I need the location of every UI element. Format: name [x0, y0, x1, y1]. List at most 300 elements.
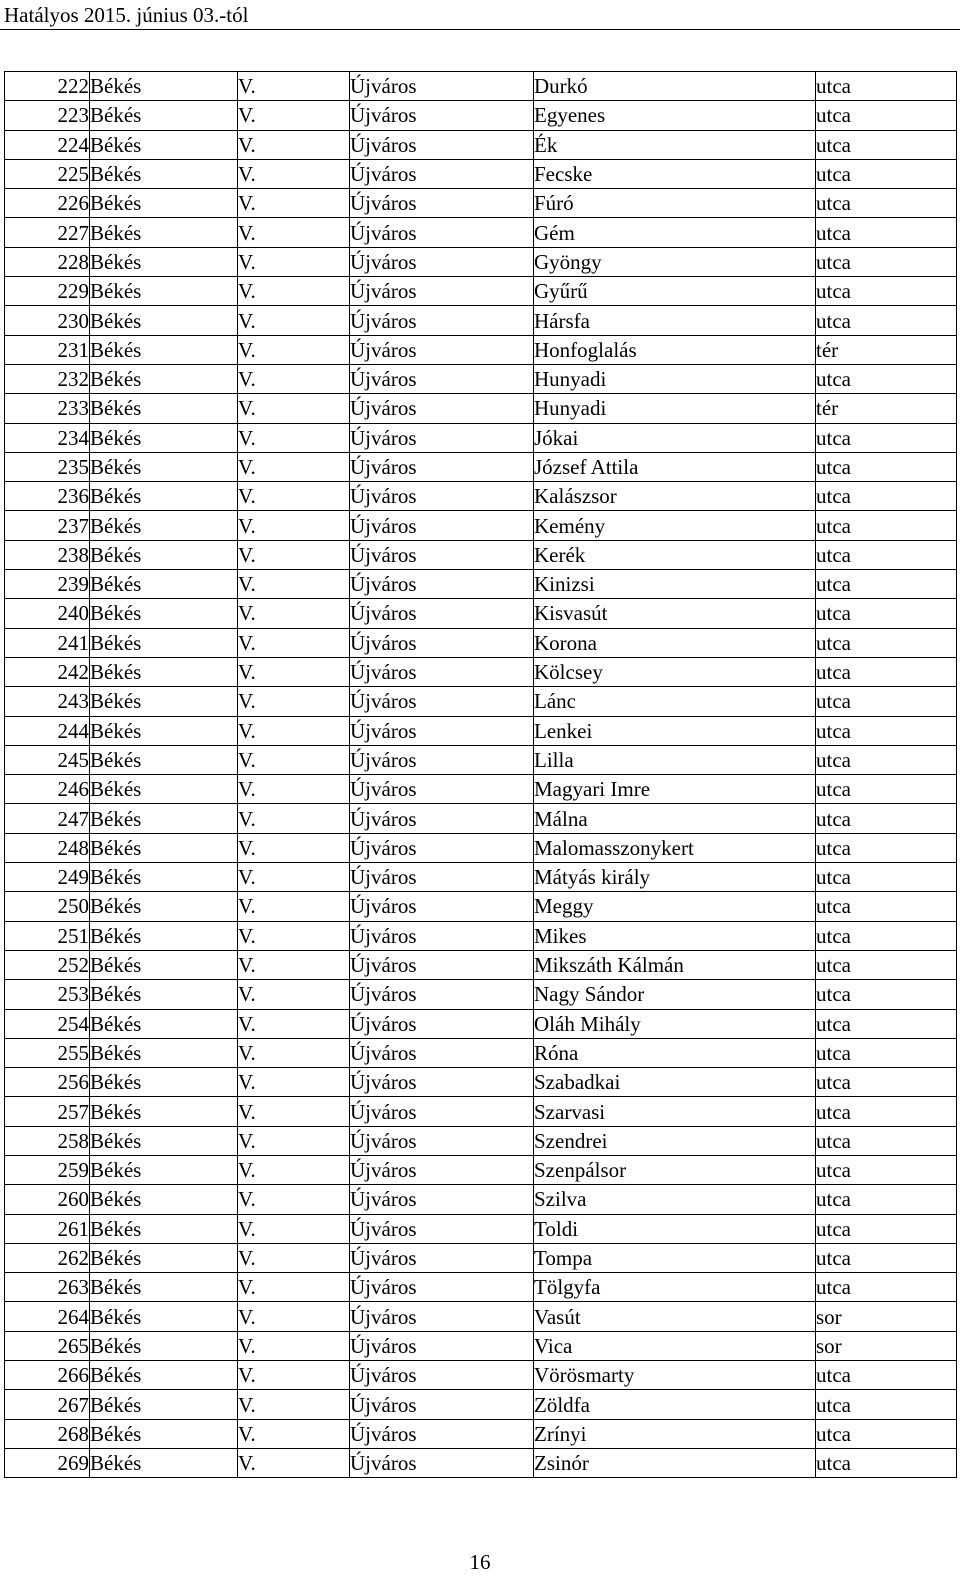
street-name-cell: Malomasszonykert [534, 833, 816, 862]
row-number: 253 [5, 980, 90, 1009]
row-number: 257 [5, 1097, 90, 1126]
table-row [5, 1361, 957, 1390]
city-cell: Békés [90, 657, 238, 686]
district-cell: V. [238, 277, 350, 306]
area-cell: Újváros [350, 1155, 534, 1184]
street-name-cell: Málna [534, 804, 816, 833]
street-name-cell: Lilla [534, 745, 816, 774]
district-cell: V. [238, 863, 350, 892]
area-cell: Újváros [350, 892, 534, 921]
city-cell: Békés [90, 1097, 238, 1126]
street-type-cell: utca [816, 1009, 957, 1038]
street-name-cell: Kerék [534, 540, 816, 569]
table-row [5, 687, 957, 716]
row-number: 224 [5, 130, 90, 159]
area-cell: Újváros [350, 1331, 534, 1360]
row-number: 234 [5, 423, 90, 452]
street-name-cell: Lenkei [534, 716, 816, 745]
area-cell: Újváros [350, 72, 534, 101]
district-cell: V. [238, 1419, 350, 1448]
street-type-cell: utca [816, 423, 957, 452]
street-type-cell: utca [816, 950, 957, 979]
row-number: 240 [5, 599, 90, 628]
district-cell: V. [238, 804, 350, 833]
street-name-cell: Fecske [534, 159, 816, 188]
street-name-cell: Korona [534, 628, 816, 657]
row-number: 262 [5, 1243, 90, 1272]
district-cell: V. [238, 394, 350, 423]
row-number: 256 [5, 1068, 90, 1097]
row-number: 241 [5, 628, 90, 657]
city-cell: Békés [90, 247, 238, 276]
area-cell: Újváros [350, 921, 534, 950]
street-name-cell: Zrínyi [534, 1419, 816, 1448]
city-cell: Békés [90, 1419, 238, 1448]
row-number: 251 [5, 921, 90, 950]
row-number: 229 [5, 277, 90, 306]
table-row [5, 72, 957, 101]
table-row [5, 570, 957, 599]
street-table [4, 71, 957, 1478]
district-cell: V. [238, 716, 350, 745]
row-number: 222 [5, 72, 90, 101]
city-cell: Békés [90, 1068, 238, 1097]
street-name-cell: Vasút [534, 1302, 816, 1331]
area-cell: Újváros [350, 540, 534, 569]
street-name-cell: József Attila [534, 452, 816, 481]
street-name-cell: Szenpálsor [534, 1155, 816, 1184]
city-cell: Békés [90, 218, 238, 247]
street-name-cell: Toldi [534, 1214, 816, 1243]
street-name-cell: Mikes [534, 921, 816, 950]
district-cell: V. [238, 1068, 350, 1097]
street-name-cell: Szabadkai [534, 1068, 816, 1097]
street-name-cell: Vörösmarty [534, 1361, 816, 1390]
city-cell: Békés [90, 1243, 238, 1272]
district-cell: V. [238, 130, 350, 159]
district-cell: V. [238, 423, 350, 452]
area-cell: Újváros [350, 1126, 534, 1155]
row-number: 238 [5, 540, 90, 569]
street-name-cell: Hunyadi [534, 364, 816, 393]
row-number: 260 [5, 1185, 90, 1214]
street-name-cell: Gém [534, 218, 816, 247]
street-type-cell: utca [816, 657, 957, 686]
row-number: 228 [5, 247, 90, 276]
street-type-cell: utca [816, 1126, 957, 1155]
table-row [5, 394, 957, 423]
table-row [5, 833, 957, 862]
street-name-cell: Lánc [534, 687, 816, 716]
page-title: Hatályos 2015. június 03.-tól [4, 3, 249, 27]
district-cell: V. [238, 1214, 350, 1243]
district-cell: V. [238, 570, 350, 599]
table-row [5, 452, 957, 481]
street-type-cell: utca [816, 1361, 957, 1390]
table-row [5, 892, 957, 921]
city-cell: Békés [90, 687, 238, 716]
table-row [5, 306, 957, 335]
street-type-cell: utca [816, 1419, 957, 1448]
table-row [5, 980, 957, 1009]
table-row [5, 423, 957, 452]
district-cell: V. [238, 540, 350, 569]
street-type-cell: utca [816, 1448, 957, 1477]
district-cell: V. [238, 657, 350, 686]
table-row [5, 1185, 957, 1214]
table-row [5, 1068, 957, 1097]
row-number: 232 [5, 364, 90, 393]
area-cell: Újváros [350, 1390, 534, 1419]
district-cell: V. [238, 482, 350, 511]
street-type-cell: utca [816, 1185, 957, 1214]
street-name-cell: Jókai [534, 423, 816, 452]
street-type-cell: utca [816, 1214, 957, 1243]
city-cell: Békés [90, 570, 238, 599]
street-type-cell: utca [816, 218, 957, 247]
row-number: 264 [5, 1302, 90, 1331]
area-cell: Újváros [350, 1038, 534, 1067]
area-cell: Újváros [350, 1243, 534, 1272]
table-row [5, 482, 957, 511]
street-name-cell: Mikszáth Kálmán [534, 950, 816, 979]
row-number: 227 [5, 218, 90, 247]
page-header [0, 0, 960, 34]
city-cell: Békés [90, 1361, 238, 1390]
table-row [5, 921, 957, 950]
city-cell: Békés [90, 1273, 238, 1302]
street-name-cell: Gyűrű [534, 277, 816, 306]
area-cell: Újváros [350, 950, 534, 979]
street-name-cell: Magyari Imre [534, 775, 816, 804]
table-row [5, 1038, 957, 1067]
area-cell: Újváros [350, 277, 534, 306]
area-cell: Újváros [350, 628, 534, 657]
street-name-cell: Meggy [534, 892, 816, 921]
city-cell: Békés [90, 452, 238, 481]
row-number: 233 [5, 394, 90, 423]
city-cell: Békés [90, 101, 238, 130]
street-type-cell: sor [816, 1302, 957, 1331]
street-name-cell: Tompa [534, 1243, 816, 1272]
row-number: 245 [5, 745, 90, 774]
area-cell: Újváros [350, 1361, 534, 1390]
table-row [5, 364, 957, 393]
city-cell: Békés [90, 599, 238, 628]
street-name-cell: Tölgyfa [534, 1273, 816, 1302]
city-cell: Békés [90, 1390, 238, 1419]
street-type-cell: utca [816, 628, 957, 657]
area-cell: Újváros [350, 101, 534, 130]
row-number: 239 [5, 570, 90, 599]
area-cell: Újváros [350, 1448, 534, 1477]
district-cell: V. [238, 745, 350, 774]
city-cell: Békés [90, 482, 238, 511]
row-number: 243 [5, 687, 90, 716]
city-cell: Békés [90, 775, 238, 804]
street-name-cell: Róna [534, 1038, 816, 1067]
city-cell: Békés [90, 833, 238, 862]
area-cell: Újváros [350, 394, 534, 423]
row-number: 263 [5, 1273, 90, 1302]
row-number: 254 [5, 1009, 90, 1038]
area-cell: Újváros [350, 159, 534, 188]
city-cell: Békés [90, 745, 238, 774]
street-type-cell: utca [816, 1390, 957, 1419]
street-name-cell: Nagy Sándor [534, 980, 816, 1009]
city-cell: Békés [90, 189, 238, 218]
district-cell: V. [238, 511, 350, 540]
area-cell: Újváros [350, 833, 534, 862]
street-name-cell: Kinizsi [534, 570, 816, 599]
street-type-cell: utca [816, 247, 957, 276]
street-type-cell: utca [816, 306, 957, 335]
street-type-cell: utca [816, 980, 957, 1009]
street-name-cell: Zsinór [534, 1448, 816, 1477]
street-type-cell: utca [816, 189, 957, 218]
city-cell: Békés [90, 950, 238, 979]
district-cell: V. [238, 1361, 350, 1390]
row-number: 265 [5, 1331, 90, 1360]
area-cell: Újváros [350, 364, 534, 393]
city-cell: Békés [90, 863, 238, 892]
table-row [5, 775, 957, 804]
row-number: 236 [5, 482, 90, 511]
street-type-cell: utca [816, 892, 957, 921]
row-number: 250 [5, 892, 90, 921]
area-cell: Újváros [350, 716, 534, 745]
area-cell: Újváros [350, 130, 534, 159]
area-cell: Újváros [350, 247, 534, 276]
city-cell: Békés [90, 1214, 238, 1243]
table-row [5, 1214, 957, 1243]
district-cell: V. [238, 247, 350, 276]
street-type-cell: utca [816, 159, 957, 188]
row-number: 267 [5, 1390, 90, 1419]
district-cell: V. [238, 950, 350, 979]
city-cell: Békés [90, 1009, 238, 1038]
district-cell: V. [238, 775, 350, 804]
city-cell: Békés [90, 72, 238, 101]
area-cell: Újváros [350, 189, 534, 218]
table-row [5, 1009, 957, 1038]
area-cell: Újváros [350, 1419, 534, 1448]
street-type-cell: utca [816, 1038, 957, 1067]
row-number: 223 [5, 101, 90, 130]
area-cell: Újváros [350, 599, 534, 628]
district-cell: V. [238, 833, 350, 862]
header-divider [0, 29, 960, 30]
street-type-cell: utca [816, 1243, 957, 1272]
area-cell: Újváros [350, 335, 534, 364]
street-type-cell: utca [816, 863, 957, 892]
area-cell: Újváros [350, 1302, 534, 1331]
street-name-cell: Hársfa [534, 306, 816, 335]
district-cell: V. [238, 1185, 350, 1214]
table-row [5, 1273, 957, 1302]
area-cell: Újváros [350, 218, 534, 247]
street-type-cell: utca [816, 130, 957, 159]
street-type-cell: utca [816, 540, 957, 569]
city-cell: Békés [90, 1038, 238, 1067]
city-cell: Békés [90, 130, 238, 159]
street-name-cell: Ék [534, 130, 816, 159]
district-cell: V. [238, 1448, 350, 1477]
district-cell: V. [238, 1009, 350, 1038]
city-cell: Békés [90, 921, 238, 950]
district-cell: V. [238, 1331, 350, 1360]
street-name-cell: Honfoglalás [534, 335, 816, 364]
district-cell: V. [238, 892, 350, 921]
table-row [5, 1126, 957, 1155]
city-cell: Békés [90, 1126, 238, 1155]
table-row [5, 1155, 957, 1184]
street-type-cell: utca [816, 1273, 957, 1302]
district-cell: V. [238, 687, 350, 716]
row-number: 226 [5, 189, 90, 218]
street-name-cell: Kalászsor [534, 482, 816, 511]
city-cell: Békés [90, 364, 238, 393]
row-number: 247 [5, 804, 90, 833]
table-row [5, 745, 957, 774]
area-cell: Újváros [350, 570, 534, 599]
area-cell: Újváros [350, 804, 534, 833]
city-cell: Békés [90, 1331, 238, 1360]
district-cell: V. [238, 218, 350, 247]
district-cell: V. [238, 452, 350, 481]
street-name-cell: Oláh Mihály [534, 1009, 816, 1038]
row-number: 249 [5, 863, 90, 892]
street-name-cell: Mátyás király [534, 863, 816, 892]
street-type-cell: utca [816, 277, 957, 306]
city-cell: Békés [90, 804, 238, 833]
area-cell: Újváros [350, 1068, 534, 1097]
street-type-cell: utca [816, 833, 957, 862]
street-name-cell: Kölcsey [534, 657, 816, 686]
district-cell: V. [238, 101, 350, 130]
area-cell: Újváros [350, 657, 534, 686]
area-cell: Újváros [350, 511, 534, 540]
table-row [5, 247, 957, 276]
street-type-cell: tér [816, 335, 957, 364]
street-name-cell: Vica [534, 1331, 816, 1360]
table-row [5, 1448, 957, 1477]
row-number: 225 [5, 159, 90, 188]
table-row [5, 189, 957, 218]
row-number: 252 [5, 950, 90, 979]
street-name-cell: Fúró [534, 189, 816, 218]
street-type-cell: utca [816, 101, 957, 130]
table-row [5, 540, 957, 569]
row-number: 259 [5, 1155, 90, 1184]
table-row [5, 716, 957, 745]
area-cell: Újváros [350, 1273, 534, 1302]
street-type-cell: utca [816, 716, 957, 745]
table-row [5, 159, 957, 188]
row-number: 261 [5, 1214, 90, 1243]
street-type-cell: utca [816, 1097, 957, 1126]
table-row [5, 1419, 957, 1448]
street-type-cell: utca [816, 482, 957, 511]
table-row [5, 218, 957, 247]
city-cell: Békés [90, 423, 238, 452]
table-row [5, 277, 957, 306]
district-cell: V. [238, 306, 350, 335]
street-type-cell: utca [816, 511, 957, 540]
street-type-cell: utca [816, 804, 957, 833]
street-type-cell: utca [816, 599, 957, 628]
row-number: 266 [5, 1361, 90, 1390]
district-cell: V. [238, 1097, 350, 1126]
district-cell: V. [238, 364, 350, 393]
table-row [5, 1243, 957, 1272]
row-number: 248 [5, 833, 90, 862]
area-cell: Újváros [350, 1214, 534, 1243]
city-cell: Békés [90, 892, 238, 921]
street-type-cell: utca [816, 1068, 957, 1097]
district-cell: V. [238, 335, 350, 364]
city-cell: Békés [90, 1302, 238, 1331]
city-cell: Békés [90, 306, 238, 335]
row-number: 268 [5, 1419, 90, 1448]
page-number: 16 [469, 1550, 491, 1574]
row-number: 231 [5, 335, 90, 364]
city-cell: Békés [90, 159, 238, 188]
row-number: 230 [5, 306, 90, 335]
table-row [5, 863, 957, 892]
row-number: 242 [5, 657, 90, 686]
area-cell: Újváros [350, 687, 534, 716]
street-name-cell: Szendrei [534, 1126, 816, 1155]
table-row [5, 804, 957, 833]
table-row [5, 950, 957, 979]
area-cell: Újváros [350, 863, 534, 892]
district-cell: V. [238, 1038, 350, 1067]
street-type-cell: utca [816, 72, 957, 101]
street-name-cell: Egyenes [534, 101, 816, 130]
table-row [5, 1331, 957, 1360]
table-row [5, 1390, 957, 1419]
table-row [5, 628, 957, 657]
row-number: 269 [5, 1448, 90, 1477]
street-name-cell: Hunyadi [534, 394, 816, 423]
street-type-cell: utca [816, 364, 957, 393]
street-name-cell: Szilva [534, 1185, 816, 1214]
street-name-cell: Szarvasi [534, 1097, 816, 1126]
area-cell: Újváros [350, 745, 534, 774]
district-cell: V. [238, 189, 350, 218]
street-name-cell: Gyöngy [534, 247, 816, 276]
area-cell: Újváros [350, 775, 534, 804]
district-cell: V. [238, 628, 350, 657]
table-row [5, 335, 957, 364]
city-cell: Békés [90, 1185, 238, 1214]
city-cell: Békés [90, 540, 238, 569]
city-cell: Békés [90, 511, 238, 540]
district-cell: V. [238, 72, 350, 101]
district-cell: V. [238, 599, 350, 628]
area-cell: Újváros [350, 306, 534, 335]
city-cell: Békés [90, 335, 238, 364]
table-row [5, 599, 957, 628]
street-table-body [5, 72, 957, 1478]
row-number: 258 [5, 1126, 90, 1155]
city-cell: Békés [90, 716, 238, 745]
district-cell: V. [238, 1273, 350, 1302]
city-cell: Békés [90, 394, 238, 423]
area-cell: Újváros [350, 1009, 534, 1038]
row-number: 237 [5, 511, 90, 540]
